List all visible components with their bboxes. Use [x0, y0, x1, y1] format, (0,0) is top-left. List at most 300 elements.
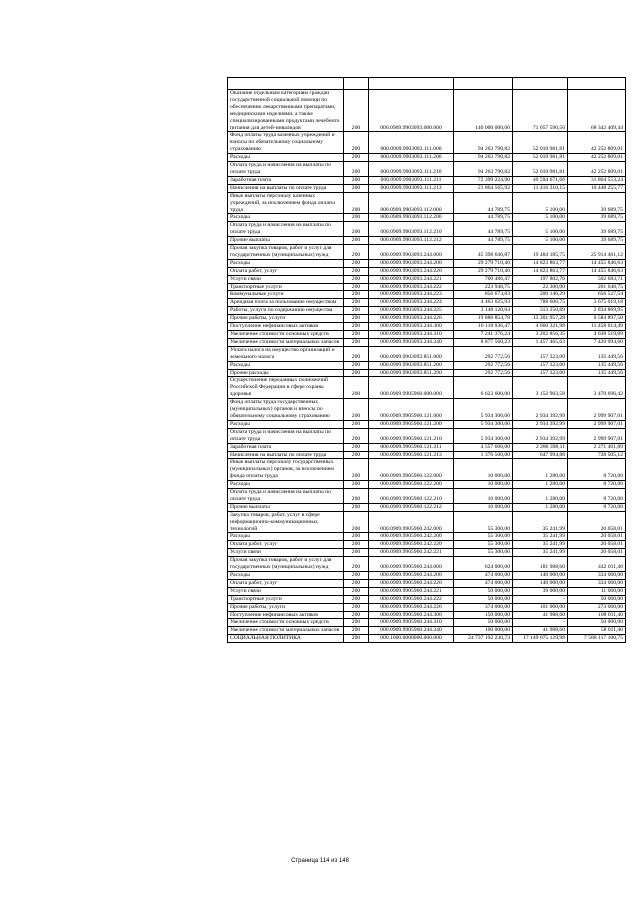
- row-approved: 856 673,83: [454, 291, 513, 299]
- row-budget-code: 000.0909.9903093.111.211: [369, 176, 454, 184]
- row-approved: 55 300,00: [454, 533, 513, 541]
- table-row: [228, 603, 626, 611]
- row-budget-code: 000.0909.9905960.244.221: [369, 587, 454, 595]
- row-line-code: 200: [344, 399, 369, 421]
- row-approved: 5 934 300,00: [454, 420, 513, 428]
- row-approved: 10 000,00: [454, 459, 513, 481]
- row-executed: 1 280,00: [513, 459, 568, 481]
- row-approved: 44 789,75: [454, 237, 513, 245]
- row-unexecuted: 42 252 809,01: [568, 132, 626, 154]
- row-budget-code: 000.0909.9905960.121.000: [369, 399, 454, 421]
- row-budget-code: 000.0909.9903093.111.213: [369, 184, 454, 192]
- row-approved: 4 557 600,00: [454, 443, 513, 451]
- row-executed: 41 988,60: [513, 611, 568, 619]
- row-line-code: 200: [344, 420, 369, 428]
- row-unexecuted: 14 455 846,63: [568, 267, 626, 275]
- row-approved: 55 300,00: [454, 511, 513, 533]
- row-name: Арендная плата за пользование имуществом: [228, 299, 344, 307]
- row-name: Начисления на выплаты по оплате труда: [228, 451, 344, 459]
- table-row: [228, 154, 626, 162]
- row-budget-code: 000.0909.9905960.122.212: [369, 503, 454, 511]
- row-approved: 8 877 560,23: [454, 338, 513, 346]
- row-name: Иные выплаты персоналу государственных (муниципальных) органов, за исключением фонда оплаты труда: [228, 459, 344, 481]
- table-row: [228, 587, 626, 595]
- row-executed: 157 323,00: [513, 346, 568, 361]
- row-line-code: 200: [344, 619, 369, 627]
- row-unexecuted: 135 449,56: [568, 369, 626, 377]
- table-row: [228, 489, 626, 504]
- row-unexecuted: 25 914 461,12: [568, 245, 626, 260]
- row-budget-code: 000.0909.9905960.122.200: [369, 481, 454, 489]
- row-name: Прочие работы, услуги: [228, 315, 344, 323]
- row-line-code: 200: [344, 587, 369, 595]
- row-line-code: 200: [344, 245, 369, 260]
- row-executed: 200 146,29: [513, 291, 568, 299]
- row-name: Увеличение стоимости основных средств: [228, 331, 344, 339]
- row-name: Расходы: [228, 361, 344, 369]
- row-budget-code: 000.0909.9905960.244.310: [369, 619, 454, 627]
- row-budget-code: 000.0909.9903093.851.200: [369, 361, 454, 369]
- row-executed: 788 606,75: [513, 299, 568, 307]
- row-line-code: 200: [344, 184, 369, 192]
- row-executed: 52 010 981,81: [513, 154, 568, 162]
- row-unexecuted: 7 420 094,60: [568, 338, 626, 346]
- row-line-code: 200: [344, 338, 369, 346]
- row-name: Заработная плата: [228, 443, 344, 451]
- row-executed: 140 000,00: [513, 572, 568, 580]
- row-name: Фонд оплаты труда государственных (муниципальных) органов и взносы по обязательному социальному страхованию: [228, 399, 344, 421]
- row-approved: 700 486,47: [454, 275, 513, 283]
- row-name: Прочие выплаты: [228, 237, 344, 245]
- row-approved: 150 000,00: [454, 611, 513, 619]
- row-unexecuted: 7 588 117 100,75: [568, 635, 626, 643]
- row-approved: 374 000,00: [454, 603, 513, 611]
- row-unexecuted: 58 011,40: [568, 627, 626, 635]
- table-row: [228, 184, 626, 192]
- table-row: [228, 572, 626, 580]
- row-unexecuted: 334 000,00: [568, 579, 626, 587]
- row-approved: 44 789,75: [454, 222, 513, 237]
- row-line-code: 200: [344, 459, 369, 481]
- row-unexecuted: 42 252 809,01: [568, 162, 626, 177]
- table-row: [228, 533, 626, 541]
- row-budget-code: 000.0909.9903093.111.000: [369, 132, 454, 154]
- row-executed: 19 484 185,75: [513, 245, 568, 260]
- row-line-code: 200: [344, 443, 369, 451]
- table-row: [228, 299, 626, 307]
- row-executed: 52 010 981,81: [513, 132, 568, 154]
- row-line-code: 200: [344, 533, 369, 541]
- row-budget-code: 000.0909.9905960.242.221: [369, 549, 454, 557]
- row-budget-code: 000.0909.9903093.244.000: [369, 245, 454, 260]
- table-row: [228, 541, 626, 549]
- row-name: Работы, услуги по содержанию имущества: [228, 307, 344, 315]
- row-line-code: 200: [344, 222, 369, 237]
- row-executed: 35 241,99: [513, 533, 568, 541]
- row-unexecuted: 656 527,54: [568, 291, 626, 299]
- row-executed: 22 300,00: [513, 283, 568, 291]
- row-unexecuted: 10 448 255,77: [568, 184, 626, 192]
- row-name: Оплата труда и начисления на выплаты по оплате труда: [228, 162, 344, 177]
- row-name: Расходы: [228, 420, 344, 428]
- row-line-code: 200: [344, 503, 369, 511]
- row-unexecuted: 108 011,40: [568, 611, 626, 619]
- row-budget-code: 000.0909.9903093.111.200: [369, 154, 454, 162]
- row-executed: 1 280,00: [513, 481, 568, 489]
- table-row: [228, 619, 626, 627]
- row-name: Оплата работ, услуг: [228, 579, 344, 587]
- row-name: Услуги связи: [228, 587, 344, 595]
- budget-execution-table: [227, 77, 626, 643]
- row-name: Коммунальные услуги: [228, 291, 344, 299]
- row-executed: 1 457 465,63: [513, 338, 568, 346]
- row-line-code: 200: [344, 346, 369, 361]
- row-name: Заработная плата: [228, 176, 344, 184]
- row-budget-code: 000.0909.9905960.000.000: [369, 377, 454, 399]
- row-unexecuted: 135 449,56: [568, 346, 626, 361]
- table-row: [228, 595, 626, 603]
- row-unexecuted: 11 000,00: [568, 587, 626, 595]
- row-executed: 197 802,76: [513, 275, 568, 283]
- row-executed: 35 241,99: [513, 511, 568, 533]
- row-unexecuted: 50 000,00: [568, 595, 626, 603]
- row-name: Прочие выплаты: [228, 503, 344, 511]
- row-approved: 292 772,56: [454, 369, 513, 377]
- row-executed: 5 100,00: [513, 222, 568, 237]
- row-name: Закупка товаров, работ, услуг в сфере информационно-коммуникационных технологий: [228, 511, 344, 533]
- row-unexecuted: 39 689,75: [568, 222, 626, 237]
- table-row: [228, 369, 626, 377]
- row-budget-code: 000.0909.9903093.244.226: [369, 315, 454, 323]
- row-name: Прочая закупка товаров, работ и услуг для государственных (муниципальных) нужд: [228, 557, 344, 572]
- row-line-code: 200: [344, 489, 369, 504]
- table-row: [228, 162, 626, 177]
- row-approved: 50 000,00: [454, 619, 513, 627]
- row-name: Фонд оплаты труда казенных учреждений и взносы по обязательному социальному страхованию: [228, 132, 344, 154]
- row-line-code: 200: [344, 451, 369, 459]
- row-name: Уплата налога на имущество организаций и земельного налога: [228, 346, 344, 361]
- table-row: [228, 90, 626, 132]
- row-budget-code: 000.0909.9903093.244.223: [369, 291, 454, 299]
- row-line-code: 200: [344, 162, 369, 177]
- row-line-code: 200: [344, 579, 369, 587]
- row-budget-code: 000.0909.9905960.121.200: [369, 420, 454, 428]
- row-executed: 35 241,99: [513, 541, 568, 549]
- row-unexecuted: 273 000,00: [568, 603, 626, 611]
- table-row: [228, 291, 626, 299]
- row-executed: 5 100,00: [513, 237, 568, 245]
- row-unexecuted: 8 720,00: [568, 503, 626, 511]
- row-approved: 4 463 625,93: [454, 299, 513, 307]
- row-approved: 24 737 192 230,73: [454, 635, 513, 643]
- table-row: [228, 331, 626, 339]
- row-line-code: 200: [344, 176, 369, 184]
- row-approved: 50 000,00: [454, 595, 513, 603]
- row-executed: 1 280,00: [513, 489, 568, 504]
- row-unexecuted: 20 058,01: [568, 533, 626, 541]
- row-line-code: 200: [344, 237, 369, 245]
- row-line-code: 200: [344, 283, 369, 291]
- row-executed: 2 934 392,99: [513, 428, 568, 443]
- row-budget-code: 000.0909.9905960.244.300: [369, 611, 454, 619]
- row-executed: 14 823 863,77: [513, 259, 568, 267]
- row-budget-code: 000.0909.9903093.851.290: [369, 369, 454, 377]
- row-executed: 181 988,60: [513, 557, 568, 572]
- row-approved: 1 376 500,00: [454, 451, 513, 459]
- row-executed: 11 416 310,15: [513, 184, 568, 192]
- row-unexecuted: 14 455 846,63: [568, 259, 626, 267]
- row-name: Транспортные услуги: [228, 595, 344, 603]
- row-unexecuted: 31 804 553,24: [568, 176, 626, 184]
- row-budget-code: 000.0909.9903093.244.221: [369, 275, 454, 283]
- row-approved: 10 000,00: [454, 489, 513, 504]
- row-name: Увеличение стоимости материальных запасов: [228, 338, 344, 346]
- row-executed: 313 250,89: [513, 307, 568, 315]
- row-unexecuted: 20 058,01: [568, 549, 626, 557]
- row-executed: 5 100,00: [513, 192, 568, 214]
- row-name: Транспортные услуги: [228, 283, 344, 291]
- row-line-code: 200: [344, 572, 369, 580]
- row-executed: 41 988,60: [513, 627, 568, 635]
- row-line-code: 200: [344, 299, 369, 307]
- row-budget-code: 000.0909.9903093.244.225: [369, 307, 454, 315]
- row-name: Осуществление переданных полномочий Российской Федерации в сфере охраны здоровья: [228, 377, 344, 399]
- row-approved: 55 300,00: [454, 549, 513, 557]
- table-row: [228, 315, 626, 323]
- row-name: Иные выплаты персоналу казенных учреждений, за исключением фонда оплаты труда: [228, 192, 344, 214]
- table-row: [228, 503, 626, 511]
- table-row: [228, 611, 626, 619]
- row-name: Услуги связи: [228, 549, 344, 557]
- table-row: [228, 275, 626, 283]
- row-name: Прочие расходы: [228, 369, 344, 377]
- row-approved: 29 279 710,40: [454, 259, 513, 267]
- table-row: [228, 338, 626, 346]
- row-executed: 71 657 590,56: [513, 90, 568, 132]
- table-row: [228, 214, 626, 222]
- row-budget-code: 000.0909.9905960.244.220: [369, 579, 454, 587]
- row-approved: 44 789,75: [454, 192, 513, 214]
- row-budget-code: 000.0909.9905960.121.213: [369, 451, 454, 459]
- table-row: [228, 361, 626, 369]
- row-unexecuted: 6 584 897,50: [568, 315, 626, 323]
- row-executed: 140 000,00: [513, 579, 568, 587]
- row-unexecuted: 201 648,75: [568, 283, 626, 291]
- row-unexecuted: 502 683,71: [568, 275, 626, 283]
- row-name: Оплата труда и начисления на выплаты по оплате труда: [228, 489, 344, 504]
- row-unexecuted: 728 505,12: [568, 451, 626, 459]
- table-row: [228, 428, 626, 443]
- row-approved: 5 934 300,00: [454, 399, 513, 421]
- row-unexecuted: 68 342 409,44: [568, 90, 626, 132]
- row-line-code: 200: [344, 267, 369, 275]
- row-line-code: 200: [344, 291, 369, 299]
- row-line-code: 200: [344, 627, 369, 635]
- row-line-code: 200: [344, 315, 369, 323]
- row-approved: 474 000,00: [454, 579, 513, 587]
- table-row: [228, 132, 626, 154]
- row-budget-code: 000.0909.9905960.244.226: [369, 603, 454, 611]
- row-name: Расходы: [228, 259, 344, 267]
- row-line-code: 200: [344, 214, 369, 222]
- row-executed: 17 149 075 129,98: [513, 635, 568, 643]
- table-header-spacer: [228, 78, 626, 90]
- row-line-code: 200: [344, 603, 369, 611]
- row-unexecuted: 11 458 614,49: [568, 323, 626, 331]
- row-line-code: 200: [344, 323, 369, 331]
- row-name: Увеличение стоимости материальных запасов: [228, 627, 344, 635]
- row-budget-code: 000.0909.9903093.112.200: [369, 214, 454, 222]
- row-unexecuted: 2 999 907,01: [568, 428, 626, 443]
- row-name: Прочие работы, услуги: [228, 603, 344, 611]
- row-approved: 10 000,00: [454, 503, 513, 511]
- row-line-code: 200: [344, 541, 369, 549]
- row-unexecuted: 3 675 019,18: [568, 299, 626, 307]
- row-budget-code: 000.0909.9905960.122.000: [369, 459, 454, 481]
- table-row: [228, 307, 626, 315]
- row-executed: 4 660 321,98: [513, 323, 568, 331]
- row-unexecuted: 8 720,00: [568, 489, 626, 504]
- row-approved: 45 398 646,87: [454, 245, 513, 260]
- row-approved: 55 300,00: [454, 541, 513, 549]
- row-budget-code: 000.0909.9903093.112.210: [369, 222, 454, 237]
- row-line-code: 200: [344, 611, 369, 619]
- row-budget-code: 000.0909.9903093.111.210: [369, 162, 454, 177]
- row-approved: 7 241 376,24: [454, 331, 513, 339]
- row-unexecuted: 20 058,01: [568, 541, 626, 549]
- row-unexecuted: 135 449,56: [568, 361, 626, 369]
- row-line-code: 200: [344, 307, 369, 315]
- row-line-code: 200: [344, 549, 369, 557]
- row-line-code: 200: [344, 369, 369, 377]
- row-name: Начисления на выплаты по оплате труда: [228, 184, 344, 192]
- row-approved: 5 934 300,00: [454, 428, 513, 443]
- row-executed: 14 823 863,77: [513, 267, 568, 275]
- row-unexecuted: 4 038 519,89: [568, 331, 626, 339]
- row-budget-code: 000.0909.9905960.121.211: [369, 443, 454, 451]
- row-budget-code: 000.0909.9903093.244.222: [369, 283, 454, 291]
- table-row: [228, 176, 626, 184]
- table-row: [228, 511, 626, 533]
- table-row: [228, 420, 626, 428]
- row-executed: -: [513, 619, 568, 627]
- row-approved: 94 263 790,82: [454, 154, 513, 162]
- row-executed: 157 323,00: [513, 361, 568, 369]
- row-executed: 2 934 392,99: [513, 420, 568, 428]
- row-unexecuted: 2 999 907,01: [568, 399, 626, 421]
- row-name: Расходы: [228, 572, 344, 580]
- row-line-code: 200: [344, 481, 369, 489]
- row-line-code: 200: [344, 275, 369, 283]
- row-budget-code: 000.0909.9903093.244.300: [369, 323, 454, 331]
- row-executed: 5 100,00: [513, 214, 568, 222]
- row-approved: 19 886 854,78: [454, 315, 513, 323]
- row-executed: 3 202 856,35: [513, 331, 568, 339]
- row-executed: 2 934 392,99: [513, 399, 568, 421]
- row-line-code: 200: [344, 595, 369, 603]
- row-line-code: 200: [344, 192, 369, 214]
- row-budget-code: 000.0909.9903093.244.220: [369, 267, 454, 275]
- row-unexecuted: 2 999 907,01: [568, 420, 626, 428]
- table-row: [228, 557, 626, 572]
- row-executed: 3 152 903,58: [513, 377, 568, 399]
- row-line-code: 200: [344, 635, 369, 643]
- row-name: Поступление нефинансовых активов: [228, 611, 344, 619]
- row-budget-code: 000.0909.9903093.244.340: [369, 338, 454, 346]
- row-line-code: 200: [344, 132, 369, 154]
- row-executed: 101 000,00: [513, 603, 568, 611]
- row-budget-code: 000.0909.9903093.244.224: [369, 299, 454, 307]
- row-budget-code: 000.0909.9905960.244.200: [369, 572, 454, 580]
- row-line-code: 200: [344, 331, 369, 339]
- row-executed: 52 010 981,81: [513, 162, 568, 177]
- row-approved: 3 148 120,64: [454, 307, 513, 315]
- row-unexecuted: 20 058,01: [568, 511, 626, 533]
- row-approved: 16 118 936,47: [454, 323, 513, 331]
- table-row: [228, 481, 626, 489]
- row-approved: 100 000,00: [454, 627, 513, 635]
- row-budget-code: 000.0909.9903093.244.310: [369, 331, 454, 339]
- row-budget-code: 000.0909.9903093.000.000: [369, 90, 454, 132]
- table-row: [228, 399, 626, 421]
- row-budget-code: 000.0909.9905960.242.220: [369, 541, 454, 549]
- table-row: [228, 323, 626, 331]
- row-unexecuted: 442 011,40: [568, 557, 626, 572]
- table-row: [228, 459, 626, 481]
- table-row: [228, 635, 626, 643]
- row-name: Поступление нефинансовых активов: [228, 323, 344, 331]
- row-executed: 39 000,00: [513, 587, 568, 595]
- table-row: [228, 451, 626, 459]
- row-name: СОЦИАЛЬНАЯ ПОЛИТИКА: [228, 635, 344, 643]
- row-unexecuted: 334 000,00: [568, 572, 626, 580]
- row-unexecuted: 8 720,00: [568, 459, 626, 481]
- row-line-code: 200: [344, 557, 369, 572]
- row-name: Оказание отдельным категориям граждан государственной социальной помощи по обеспечению лекарственными препаратами, медицинскими изделиями, а также специализированными продуктами лечебного питания для детей-инвалидов: [228, 90, 344, 132]
- row-unexecuted: 3 470 696,42: [568, 377, 626, 399]
- row-executed: 13 301 957,28: [513, 315, 568, 323]
- table-row: [228, 579, 626, 587]
- row-unexecuted: 50 000,00: [568, 619, 626, 627]
- row-name: Расходы: [228, 214, 344, 222]
- row-approved: 6 623 600,00: [454, 377, 513, 399]
- row-approved: 29 279 710,40: [454, 267, 513, 275]
- row-name: Оплата труда и начисления на выплаты по оплате труда: [228, 222, 344, 237]
- table-row: [228, 192, 626, 214]
- row-line-code: 200: [344, 259, 369, 267]
- row-approved: 474 000,00: [454, 572, 513, 580]
- row-approved: 624 000,00: [454, 557, 513, 572]
- row-unexecuted: 39 689,75: [568, 237, 626, 245]
- row-approved: 140 000 000,00: [454, 90, 513, 132]
- row-executed: -: [513, 595, 568, 603]
- row-executed: 647 994,88: [513, 451, 568, 459]
- row-budget-code: 000.0909.9903093.112.000: [369, 192, 454, 214]
- row-budget-code: 000.0909.9905960.242.000: [369, 511, 454, 533]
- row-unexecuted: 42 252 809,01: [568, 154, 626, 162]
- row-name: Оплата труда и начисления на выплаты по оплате труда: [228, 428, 344, 443]
- table-row: [228, 245, 626, 260]
- table-row: [228, 377, 626, 399]
- row-approved: 10 000,00: [454, 481, 513, 489]
- table-row: [228, 283, 626, 291]
- row-approved: 72 399 224,90: [454, 176, 513, 184]
- row-executed: 40 594 671,66: [513, 176, 568, 184]
- row-name: Оплата работ, услуг: [228, 267, 344, 275]
- row-approved: 223 948,75: [454, 283, 513, 291]
- row-approved: 94 263 790,82: [454, 132, 513, 154]
- row-name: Прочая закупка товаров, работ и услуг для государственных (муниципальных) нужд: [228, 245, 344, 260]
